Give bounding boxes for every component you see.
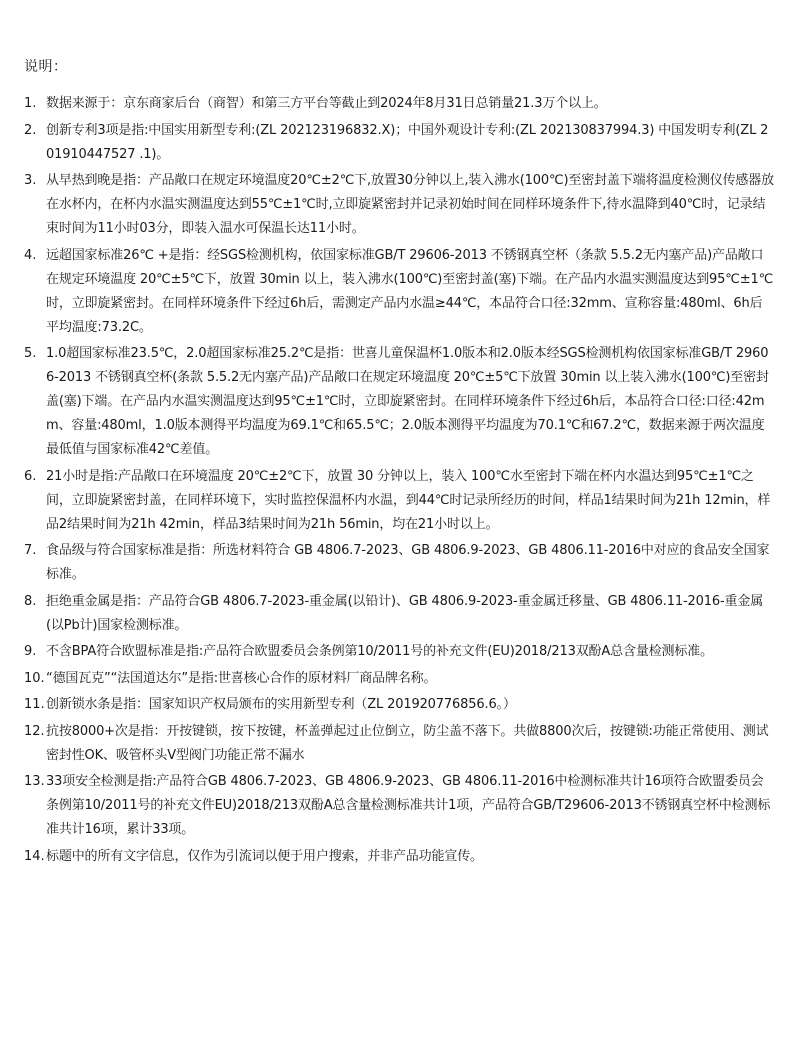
- note-number: 10.: [24, 670, 45, 686]
- disclaimer-page: [24, 56, 774, 871]
- note-number: 5.: [24, 346, 37, 361]
- note-item: [24, 693, 774, 717]
- note-text: 远超国家标准26℃ +是指：经SGS检测机构，依国家标准GB/T 29606-2013 不锈钢真空杯（条款 5.5.2无内塞产品)产品敞口在规定环境温度 20℃±5℃下，放置 30min 以上，装入沸水(100℃)至密封盖(塞)下端。在产品内水温实测温度达到95℃±1℃时，立即旋紧密封。在同样环境条件下经过6h后，需测定产品内水温≥44℃，本品符合口径:32mm、宣称容量:480ml、6h后平均温度:73.2C。: [46, 247, 774, 335]
- note-number: 6.: [24, 468, 37, 484]
- notes-heading: 说明：: [24, 59, 68, 75]
- note-text: “德国瓦克”“法国道达尔”是指:世喜核心合作的原材料厂商品牌名称。: [46, 670, 437, 686]
- note-text: 从早热到晚是指：产品敞口在规定环境温度20℃±2℃下,放置30分钟以上,装入沸水(100℃)至密封盖下端将温度检测仪传感器放在水杯内，在杯内水温实测温度达到55℃±1℃时,立即旋紧密封并记录初始时间在同样环境条件下,待水温降到40℃时，记录结束时间为11小时03分，即装入温水可保温长达11小时。: [46, 173, 774, 236]
- note-item: [24, 770, 774, 842]
- note-number: 12.: [24, 723, 45, 739]
- note-number: 14.: [24, 848, 45, 864]
- note-item: [24, 640, 774, 664]
- note-text: 食品级与符合国家标准是指：所选材料符合 GB 4806.7-2023、GB 4806.9-2023、GB 4806.11-2016中对应的食品安全国家标准。: [46, 543, 770, 582]
- note-text: 21小时是指:产品敞口在环境温度 20℃±2℃下，放置 30 分钟以上，装入 100℃水至密封下端在杯内水温达到95℃±1℃之间，立即旋紧密封盖，在同样环境下，实时监控保温杯内水温，到44℃时记录所经历的时间，样品1结果时间为21h 12min，样品2结果时间为21h 42min，样品3结果时间为21h 56min，均在21小时以上。: [46, 468, 771, 532]
- note-item: [24, 342, 774, 462]
- note-item: [24, 92, 774, 116]
- note-text: 不含BPA符合欧盟标准是指:产品符合欧盟委员会条例第10/2011号的补充文件(EU)2018/213双酚A总含量检测标准。: [46, 644, 713, 659]
- note-number: 13.: [24, 774, 45, 789]
- note-item: [24, 667, 774, 691]
- note-item: [24, 465, 774, 537]
- note-text: 数据来源于：京东商家后台（商智）和第三方平台等截止到2024年8月31日总销量21.3万个以上。: [46, 96, 607, 111]
- note-number: 3.: [24, 173, 37, 188]
- note-text: 33项安全检测是指:产品符合GB 4806.7-2023、GB 4806.9-2023、GB 4806.11-2016中检测标准共计16项符合欧盟委员会条例第10/2011号的补充文件EU)2018/213双酚A总含量检测标准共计1项，产品符合GB/T29606-2013不锈钢真空杯中检测标准共计16项，累计33项。: [46, 774, 771, 837]
- note-text: 创新专利3项是指:中国实用新型专利:(ZL 202123196832.X)；中国外观设计专利:(ZL 202130837994.3) 中国发明专利(ZL 201910447527 .1)。: [46, 122, 769, 162]
- note-item: [24, 169, 774, 241]
- note-text: 1.0超国家标准23.5℃，2.0超国家标准25.2℃是指：世喜儿童保温杯1.0版本和2.0版本经SGS检测机构依国家标准GB/T 29606-2013 不锈钢真空杯(条款 5.5.2无内塞产品)产品敞口在规定环境温度 20℃±5℃下放置 30min 以上装入沸水(100℃)至密封盖(塞)下端。在产品内水温实测温度达到95℃±1℃时，立即旋紧密封。在同样环境条件下经过6h后，本品符合口径:口径:42mm、容量:480ml，1.0版本测得平均温度为69.1℃和65.5℃；2.0版本测得平均温度为70.1℃和67.2℃，数据来源于两次温度最低值与国家标准42℃差值。: [46, 346, 769, 457]
- note-text: 标题中的所有文字信息，仅作为引流词以便于用户搜索，并非产品功能宣传。: [46, 848, 483, 864]
- note-number: 7.: [24, 543, 37, 558]
- note-item: [24, 539, 774, 587]
- note-item: [24, 244, 774, 340]
- note-number: 11.: [24, 697, 45, 712]
- notes-list: [24, 92, 774, 869]
- note-text: 抗按8000+次是指：开按键锁，按下按键，杯盖弹起过止位倒立，防尘盖不落下。共做8800次后，按键锁:功能正常使用、测试密封性OK、吸管杯头V型阀门功能正常不漏水: [46, 723, 769, 763]
- note-text: 拒绝重金属是指：产品符合GB 4806.7-2023-重金属(以铅计)、GB 4806.9-2023-重金属迁移量、GB 4806.11-2016-重金属(以Pb计)国家检测标准。: [46, 593, 764, 633]
- note-number: 4.: [24, 247, 37, 263]
- note-number: 9.: [24, 644, 37, 659]
- note-item: [24, 845, 774, 869]
- note-number: 8.: [24, 593, 37, 609]
- note-item: [24, 119, 774, 167]
- note-item: [24, 590, 774, 638]
- note-number: 1.: [24, 96, 37, 111]
- note-text: 创新锁水条是指：国家知识产权局颁布的实用新型专利（ZL 201920776856.6。）: [46, 697, 516, 712]
- note-number: 2.: [24, 122, 37, 138]
- note-item: [24, 720, 774, 768]
